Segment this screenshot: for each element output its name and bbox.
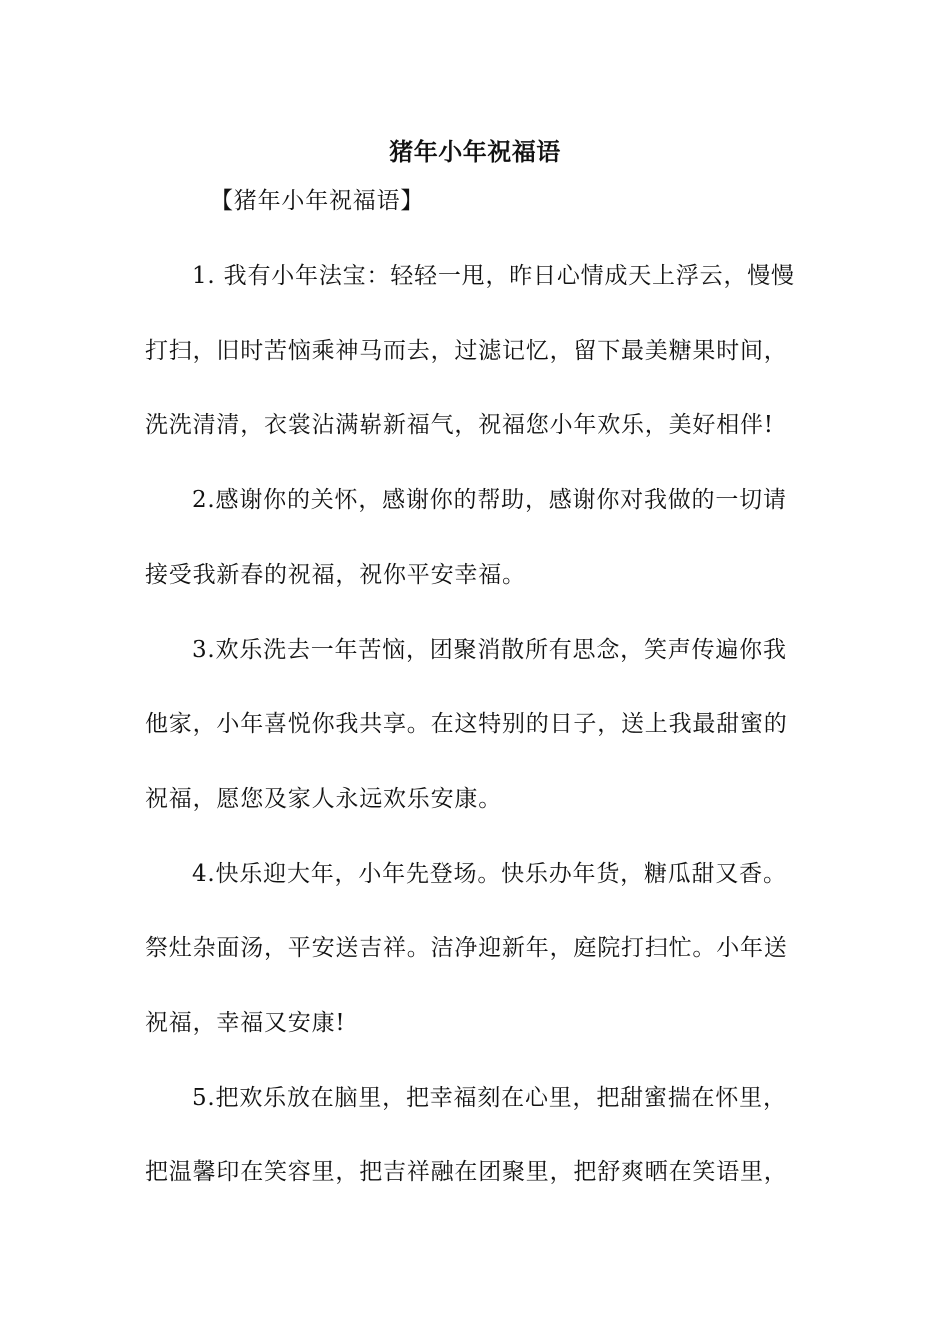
paragraph-4-line-2: 祭灶杂面汤，平安送吉祥。洁净迎新年，庭院打扫忙。小年送 [145, 935, 788, 961]
paragraph-3-line-3: 祝福，愿您及家人永远欢乐安康。 [145, 786, 502, 812]
paragraph-2-line-2: 接受我新春的祝福，祝你平安幸福。 [145, 562, 526, 588]
paragraph-5-line-1: 5.把欢乐放在脑里，把幸福刻在心里，把甜蜜揣在怀里， [192, 1085, 787, 1111]
paragraph-2-line-1: 2.感谢你的关怀，感谢你的帮助，感谢你对我做的一切请 [192, 487, 787, 513]
paragraph-4-line-3: 祝福，幸福又安康! [145, 1010, 346, 1036]
paragraph-1-line-1: 1. 我有小年法宝：轻轻一甩，昨日心情成天上浮云，慢慢 [192, 263, 795, 289]
paragraph-4-line-1: 4.快乐迎大年，小年先登场。快乐办年货，糖瓜甜又香。 [192, 861, 787, 887]
paragraph-1-line-2: 打扫，旧时苦恼乘神马而去，过滤记忆，留下最美糖果时间， [145, 338, 788, 364]
document-subheading: 【猪年小年祝福语】 [210, 188, 425, 214]
paragraph-5-line-2: 把温馨印在笑容里，把吉祥融在团聚里，把舒爽晒在笑语里， [145, 1159, 788, 1185]
paragraph-3-line-2: 他家，小年喜悦你我共享。在这特别的日子，送上我最甜蜜的 [145, 711, 788, 737]
document-title: 猪年小年祝福语 [389, 137, 561, 166]
paragraph-3-line-1: 3.欢乐洗去一年苦恼，团聚消散所有思念，笑声传遍你我 [192, 637, 787, 663]
paragraph-1-line-3: 洗洗清清，衣裳沾满崭新福气，祝福您小年欢乐，美好相伴! [145, 412, 774, 438]
